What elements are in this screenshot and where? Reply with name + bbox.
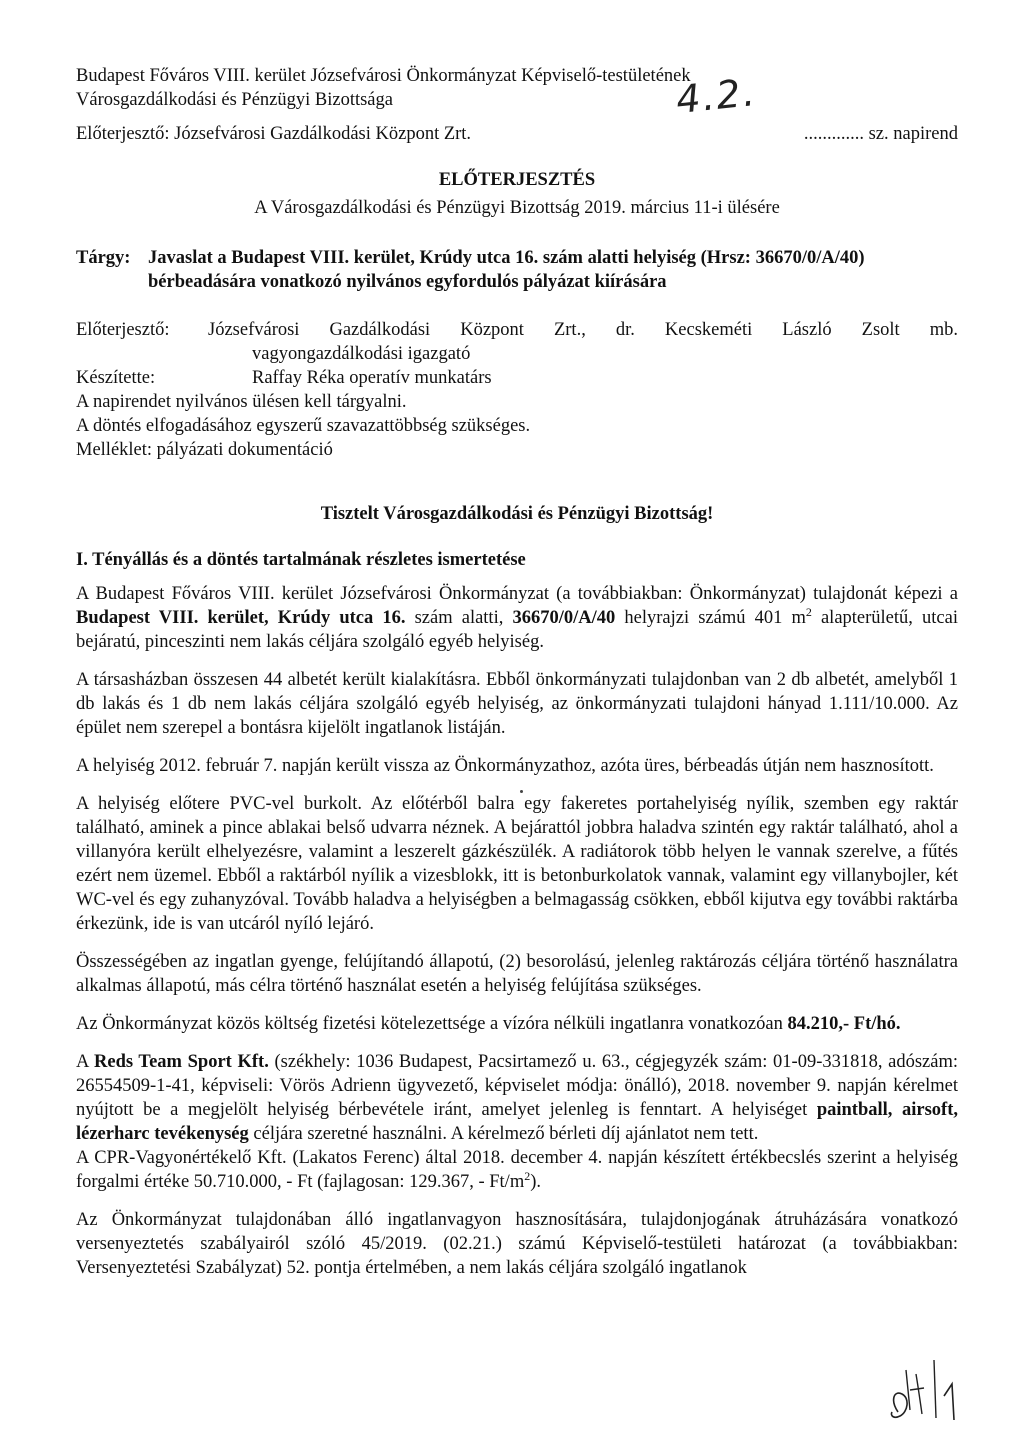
p8-superscript: 2 xyxy=(524,1168,531,1183)
p6-amount: 84.210,- Ft/hó. xyxy=(787,1014,901,1034)
presenter-value: Józsefvárosi Gazdálkodási Központ Zrt., dr. Kecskeméti László Zsolt mb. xyxy=(208,320,958,340)
paragraph-2: A társasházban összesen 44 albetét került kialakításra. Ebből önkormányzati tulajdonban van 2 db albetét, amelyből 1 db lakás és 1 db nem lakás céljára szolgáló egyéb helyiség, az önkormányzati tulajdoni hányad 1.111/10.000. Az épület nem szerepel a bontásra kijelölt ingatlanok listáján. xyxy=(76,670,958,738)
p7-activity: paintball, airsoft, lézerharc tevékenység xyxy=(76,1100,958,1144)
body-text xyxy=(76,582,958,1280)
paragraph-7 xyxy=(76,1050,958,1146)
p1-hrsz: 36670/0/A/40 xyxy=(512,608,616,628)
p8-text-a: A CPR-Vagyonértékelő Kft. (Lakatos Ferenc) által 2018. december 4. napján készített értékbecslés szerint a helyiség forgalmi értéke 50.710.000, - Ft (fajlagosan: 129.367, - Ft/m xyxy=(76,1148,958,1192)
document-header xyxy=(76,64,958,146)
header-line-1: Budapest Főváros VIII. kerület Józsefvárosi Önkormányzat Képviselő-testületének xyxy=(76,66,691,86)
meta-block xyxy=(76,318,958,462)
p6-text-a: Az Önkormányzat közös költség fizetési kötelezettsége a vízóra nélküli ingatlanra vonatkozóan xyxy=(76,1014,788,1034)
note-majority: A döntés elfogadásához egyszerű szavazattöbbség szükséges. xyxy=(76,416,531,436)
p7-text-a: A xyxy=(76,1052,95,1072)
p1-text-f: alapterületű, utcai bejáratú, pinceszinti nem lakás céljára szolgáló egyéb helyiség. xyxy=(76,608,958,652)
p7-text-c: (székhely: 1036 Budapest, Pacsirtamező u. 63., cégjegyzék szám: 01-09-331818, adószám: 26554509-1-41, képviseli: Vörös Adrienn ügyvezető, képviselet módja: önálló), 2018. november 9. napján kérelmet nyújtott be a megjelölt helyiség bérbevétele iránt, amelyet jelenleg is fenntart. A helyiséget xyxy=(76,1052,959,1120)
p1-text-a: A Budapest Főváros VIII. kerület Józsefvárosi Önkormányzat (a továbbiakban: Önkormányzat) tulajdonát képezi a xyxy=(76,584,958,604)
p7-text-e: céljára szeretné használni. A kérelmező bérleti díj ajánlatot nem tett. xyxy=(248,1124,759,1144)
p1-text-e: helyrajzi számú 401 m xyxy=(615,608,806,628)
subject-label: Tárgy: xyxy=(76,248,131,268)
p1-superscript: 2 xyxy=(805,604,812,619)
greeting: Tisztelt Városgazdálkodási és Pénzügyi Bizottság! xyxy=(320,504,714,524)
paragraph-5: Összességében az ingatlan gyenge, felújítandó állapotú, (2) besorolású, jelenleg raktározás céljára történő használatra alkalmas állapotú, más célra történő használat esetén a helyiség felújítása szükséges. xyxy=(76,952,958,996)
header-presenter: Előterjesztő: Józsefvárosi Gazdálkodási Központ Zrt. xyxy=(76,124,472,144)
prepared-label: Készítette: xyxy=(76,368,156,388)
note-attachment: Melléklet: pályázati dokumentáció xyxy=(76,440,333,460)
document-subtitle: A Városgazdálkodási és Pénzügyi Bizottság 2019. március 11-i ülésére xyxy=(254,198,780,218)
agenda-number-label: ............. sz. napirend xyxy=(803,124,958,144)
note-public: A napirendet nyilvános ülésen kell tárgyalni. xyxy=(76,392,407,412)
paragraph-8 xyxy=(76,1146,958,1194)
paragraph-4: A helyiség előtere PVC-vel burkolt. Az előtérből balra egy fakeretes portahelyiség nyílik, szemben egy raktár található, aminek a pince ablakai belső udvarra néznek. A bejárattól jobbra haladva szintén egy raktár található, ahol a villanyóra került elhelyezésre, valamint a leszerelt gázkészülék. A radiátorok több helyen le vannak szerelve, a fűtés ezért nem üzemel. Ebből a raktárból nyílik a vizesblokk, itt is betonburkolatok vannak, valamint egy villanybojler, két WC-vel és egy zuhanyzóval. Tovább haladva a helyiségben a belmagasság csökken, ebből kijutva egy további raktárba érkezünk, ide is van utcáról nyíló lejáró. xyxy=(76,794,958,934)
paragraph-3: A helyiség 2012. február 7. napján került vissza az Önkormányzathoz, azóta üres, bérbeadás útján nem hasznosított. xyxy=(76,756,934,776)
document-page xyxy=(76,64,958,1294)
prepared-value: Raffay Réka operatív munkatárs xyxy=(252,368,492,388)
p8-text-b: ). xyxy=(530,1172,542,1192)
header-line-2: Városgazdálkodási és Pénzügyi Bizottsága xyxy=(76,90,393,110)
paragraph-1 xyxy=(76,582,958,654)
handwritten-agenda-number: 4.2. xyxy=(673,69,759,123)
presenter-value-2: vagyongazdálkodási igazgató xyxy=(252,344,471,364)
title-block xyxy=(76,168,958,220)
p1-address: Budapest VIII. kerület, Krúdy utca 16. xyxy=(76,608,406,628)
p7-company: Reds Team Sport Kft. xyxy=(94,1052,269,1072)
p1-text-c: szám alatti, xyxy=(405,608,513,628)
subject-row xyxy=(76,246,958,294)
header-line-3 xyxy=(76,122,958,146)
presenter-row xyxy=(76,318,958,342)
scan-speck xyxy=(520,790,523,793)
paragraph-9: Az Önkormányzat tulajdonában álló ingatlanvagyon hasznosítására, tulajdonjogának átruházására vonatkozó versenyeztetés szabályairól szóló 45/2019. (02.21.) számú Képviselő-testületi határozat (a továbbiakban: Versenyeztetési Szabályzat) 52. pontja értelmében, a nem lakás céljára szolgáló ingatlanok xyxy=(76,1210,958,1278)
signature-initials-icon xyxy=(880,1350,970,1430)
prepared-row xyxy=(76,366,958,390)
document-title: ELŐTERJESZTÉS xyxy=(438,170,596,190)
subject-text: Javaslat a Budapest VIII. kerület, Krúdy utca 16. szám alatti helyiség (Hrsz: 36670/0/A/40) bérbeadására vonatkozó nyilvános egyfordulós pályázat kiírására xyxy=(148,248,865,292)
presenter-label: Előterjesztő: xyxy=(76,320,170,340)
section-title: I. Tényállás és a döntés tartalmának részletes ismertetése xyxy=(76,550,526,570)
paragraph-6 xyxy=(76,1012,958,1036)
